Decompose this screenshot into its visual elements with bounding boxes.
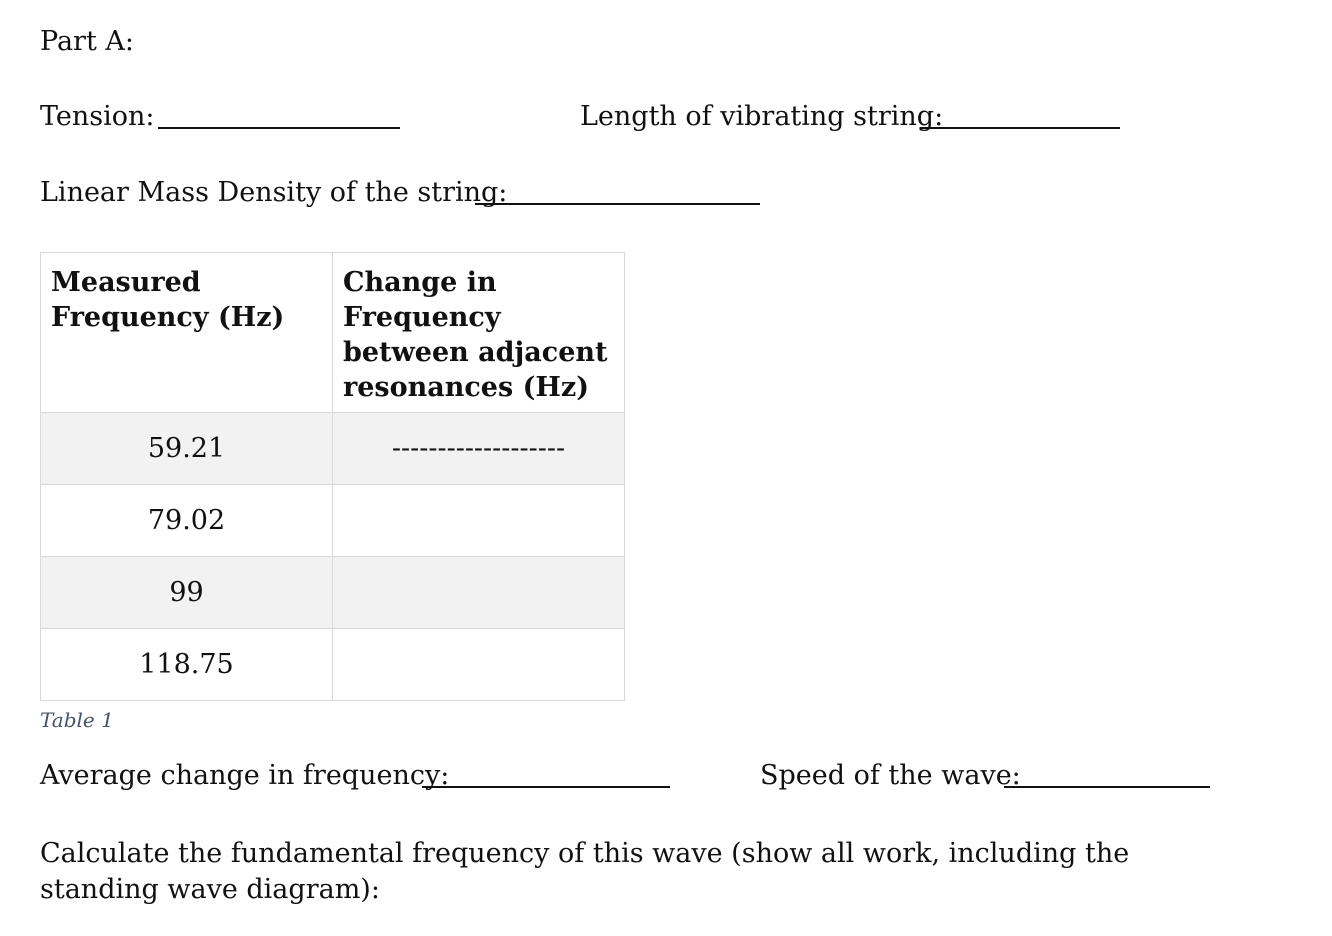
table-caption: Table 1 [40, 708, 114, 732]
wave-speed-blank-line[interactable] [1004, 786, 1210, 788]
tension-blank-line[interactable] [158, 127, 400, 129]
frequency-table [40, 252, 625, 701]
measured-frequency-cell: 99 [41, 557, 333, 629]
linear-mass-density-blank-line[interactable] [475, 203, 760, 205]
table-row [41, 629, 625, 701]
table-row [41, 557, 625, 629]
change-frequency-cell[interactable] [333, 485, 625, 557]
change-frequency-cell[interactable] [333, 557, 625, 629]
part-title: Part A: [40, 26, 134, 57]
header-change-in-frequency: Change in Frequency between adjacent resonances (Hz) [333, 253, 625, 413]
change-frequency-cell: ------------------- [333, 413, 625, 485]
fundamental-frequency-question: Calculate the fundamental frequency of this wave (show all work, including the standing wave diagram): [40, 838, 1130, 905]
change-frequency-cell[interactable] [333, 629, 625, 701]
length-label: Length of vibrating string: [580, 101, 944, 132]
measured-frequency-cell: 79.02 [41, 485, 333, 557]
tension-label: Tension: [40, 101, 155, 132]
length-blank-line[interactable] [920, 127, 1120, 129]
wave-speed-label: Speed of the wave: [760, 760, 1021, 791]
average-change-blank-line[interactable] [422, 786, 670, 788]
measured-frequency-cell: 118.75 [41, 629, 333, 701]
table-header-row [41, 253, 625, 413]
measured-frequency-cell: 59.21 [41, 413, 333, 485]
average-change-label: Average change in frequency: [40, 760, 450, 791]
table-row [41, 413, 625, 485]
linear-mass-density-label: Linear Mass Density of the string: [40, 177, 508, 208]
header-measured-frequency: Measured Frequency (Hz) [41, 253, 333, 413]
table-row [41, 485, 625, 557]
